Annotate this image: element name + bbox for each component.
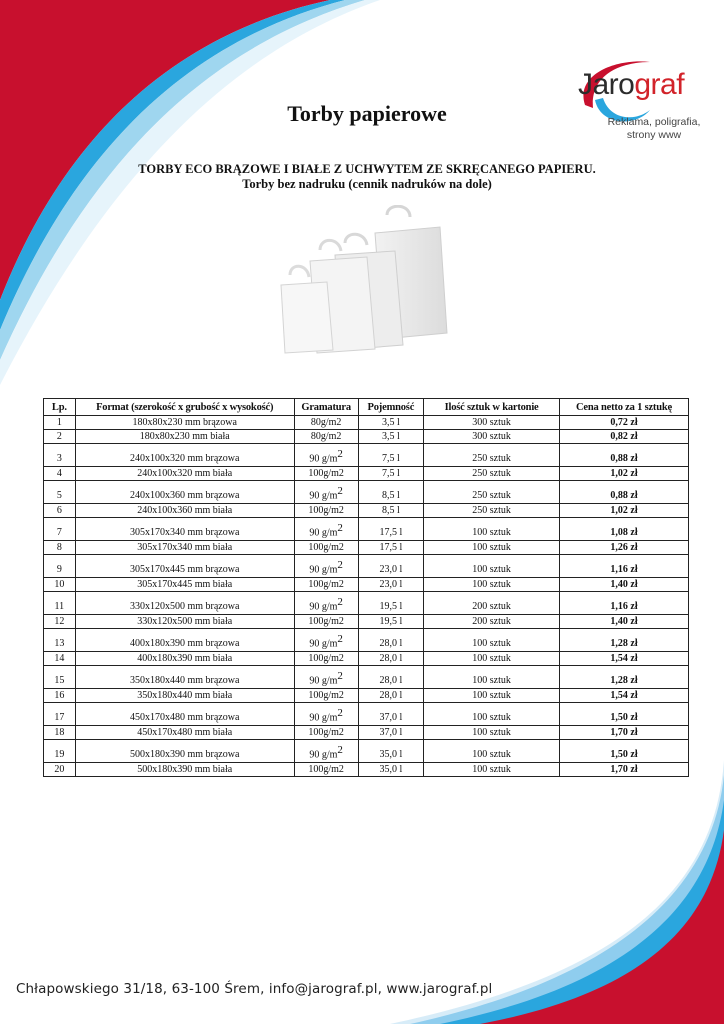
- table-row: [44, 763, 689, 777]
- row-cena: 1,28 zł: [560, 666, 689, 689]
- row-pojemnosc: 28,0 l: [358, 666, 423, 689]
- row-lp: 2: [44, 430, 76, 444]
- row-cena: 1,28 zł: [560, 629, 689, 652]
- row-gramatura: 90 $g/m^2$: [294, 518, 358, 541]
- row-ilosc: 100 sztuk: [424, 652, 560, 666]
- table-row: [44, 652, 689, 666]
- row-format: 330x120x500 mm brązowa: [75, 592, 294, 615]
- row-gramatura: 90 $g/m^2$: [294, 592, 358, 615]
- col-ilosc-header: Ilość sztuk w kartonie: [424, 399, 560, 416]
- row-pojemnosc: 37,0 l: [358, 703, 423, 726]
- row-ilosc: 100 sztuk: [424, 666, 560, 689]
- row-lp: 4: [44, 467, 76, 481]
- row-cena: 0,88 zł: [560, 444, 689, 467]
- row-ilosc: 100 sztuk: [424, 740, 560, 763]
- row-format: 400x180x390 mm biała: [75, 652, 294, 666]
- row-gramatura: 90 $g/m^2$: [294, 555, 358, 578]
- row-ilosc: 100 sztuk: [424, 518, 560, 541]
- row-lp: 5: [44, 481, 76, 504]
- intro-heading: TORBY ECO BRĄZOWE I BIAŁE Z UCHWYTEM ZE SKRĘCANEGO PAPIERU.: [138, 162, 596, 176]
- row-gramatura: 80g/m2: [294, 416, 358, 430]
- row-cena: 1,40 zł: [560, 578, 689, 592]
- row-cena: 1,08 zł: [560, 518, 689, 541]
- row-lp: 13: [44, 629, 76, 652]
- col-lp-header: Lp.: [44, 399, 76, 416]
- row-gramatura: 90 $g/m^2$: [294, 481, 358, 504]
- row-cena: 1,02 zł: [560, 467, 689, 481]
- row-cena: 0,88 zł: [560, 481, 689, 504]
- col-gramatura-header: Gramatura: [294, 399, 358, 416]
- table-row: [44, 481, 689, 504]
- row-cena: 1,54 zł: [560, 689, 689, 703]
- row-format: 305x170x445 mm brązowa: [75, 555, 294, 578]
- table-row: [44, 615, 689, 629]
- row-ilosc: 100 sztuk: [424, 689, 560, 703]
- row-pojemnosc: 28,0 l: [358, 652, 423, 666]
- row-gramatura: 100g/m2: [294, 467, 358, 481]
- row-lp: 20: [44, 763, 76, 777]
- table-header-row: [44, 399, 689, 416]
- row-lp: 1: [44, 416, 76, 430]
- row-ilosc: 300 sztuk: [424, 430, 560, 444]
- row-format: 240x100x360 mm biała: [75, 504, 294, 518]
- row-pojemnosc: 17,5 l: [358, 541, 423, 555]
- table-row: [44, 703, 689, 726]
- row-lp: 8: [44, 541, 76, 555]
- table-row: [44, 592, 689, 615]
- row-format: 240x100x320 mm brązowa: [75, 444, 294, 467]
- row-pojemnosc: 35,0 l: [358, 740, 423, 763]
- row-gramatura: 100g/m2: [294, 504, 358, 518]
- row-format: 500x180x390 mm biała: [75, 763, 294, 777]
- row-cena: 1,54 zł: [560, 652, 689, 666]
- row-format: 500x180x390 mm brązowa: [75, 740, 294, 763]
- row-ilosc: 100 sztuk: [424, 703, 560, 726]
- row-ilosc: 300 sztuk: [424, 416, 560, 430]
- table-row: [44, 416, 689, 430]
- row-format: 350x180x440 mm biała: [75, 689, 294, 703]
- row-gramatura: 90 $g/m^2$: [294, 703, 358, 726]
- row-format: 450x170x480 mm brązowa: [75, 703, 294, 726]
- row-gramatura: 100g/m2: [294, 652, 358, 666]
- table-row: [44, 555, 689, 578]
- row-lp: 9: [44, 555, 76, 578]
- row-pojemnosc: 17,5 l: [358, 518, 423, 541]
- row-gramatura: 90 $g/m^2$: [294, 629, 358, 652]
- row-cena: 0,72 zł: [560, 416, 689, 430]
- logo-wordmark: Jarograf: [578, 68, 685, 101]
- row-gramatura: 100g/m2: [294, 689, 358, 703]
- row-cena: 1,50 zł: [560, 703, 689, 726]
- row-cena: 1,70 zł: [560, 763, 689, 777]
- row-ilosc: 250 sztuk: [424, 481, 560, 504]
- footer-contact: Chłapowskiego 31/18, 63-100 Śrem, info@jarograf.pl, www.jarograf.pl: [16, 981, 493, 997]
- row-gramatura: 100g/m2: [294, 578, 358, 592]
- row-format: 240x100x360 mm brązowa: [75, 481, 294, 504]
- intro-note: Torby bez nadruku (cennik nadruków na dole): [242, 177, 492, 191]
- row-cena: 1,02 zł: [560, 504, 689, 518]
- row-lp: 16: [44, 689, 76, 703]
- row-ilosc: 250 sztuk: [424, 467, 560, 481]
- row-gramatura: 100g/m2: [294, 615, 358, 629]
- col-pojemnosc-header: Pojemność: [358, 399, 423, 416]
- row-gramatura: 100g/m2: [294, 726, 358, 740]
- row-ilosc: 250 sztuk: [424, 444, 560, 467]
- row-gramatura: 100g/m2: [294, 763, 358, 777]
- row-pojemnosc: 28,0 l: [358, 629, 423, 652]
- row-ilosc: 200 sztuk: [424, 615, 560, 629]
- row-format: 180x80x230 mm biała: [75, 430, 294, 444]
- page-title: Torby papierowe: [287, 100, 447, 126]
- row-pojemnosc: 8,5 l: [358, 504, 423, 518]
- row-gramatura: 90 $g/m^2$: [294, 666, 358, 689]
- table-row: [44, 541, 689, 555]
- row-pojemnosc: 28,0 l: [358, 689, 423, 703]
- price-table: [43, 398, 689, 777]
- row-ilosc: 100 sztuk: [424, 763, 560, 777]
- table-row: [44, 578, 689, 592]
- table-row: [44, 629, 689, 652]
- row-gramatura: 80g/m2: [294, 430, 358, 444]
- row-pojemnosc: 19,5 l: [358, 592, 423, 615]
- row-format: 350x180x440 mm brązowa: [75, 666, 294, 689]
- row-format: 330x120x500 mm biała: [75, 615, 294, 629]
- table-row: [44, 518, 689, 541]
- row-pojemnosc: 23,0 l: [358, 578, 423, 592]
- row-ilosc: 100 sztuk: [424, 541, 560, 555]
- row-lp: 17: [44, 703, 76, 726]
- row-lp: 10: [44, 578, 76, 592]
- row-gramatura: 90 $g/m^2$: [294, 444, 358, 467]
- row-cena: 1,70 zł: [560, 726, 689, 740]
- row-pojemnosc: 8,5 l: [358, 481, 423, 504]
- row-pojemnosc: 37,0 l: [358, 726, 423, 740]
- table-row: [44, 444, 689, 467]
- row-pojemnosc: 7,5 l: [358, 467, 423, 481]
- row-ilosc: 100 sztuk: [424, 629, 560, 652]
- table-row: [44, 689, 689, 703]
- row-cena: 1,40 zł: [560, 615, 689, 629]
- row-pojemnosc: 19,5 l: [358, 615, 423, 629]
- table-row: [44, 666, 689, 689]
- row-pojemnosc: 7,5 l: [358, 444, 423, 467]
- row-pojemnosc: 3,5 l: [358, 430, 423, 444]
- row-format: 305x170x340 mm brązowa: [75, 518, 294, 541]
- row-pojemnosc: 23,0 l: [358, 555, 423, 578]
- row-lp: 18: [44, 726, 76, 740]
- row-ilosc: 200 sztuk: [424, 592, 560, 615]
- row-lp: 19: [44, 740, 76, 763]
- table-row: [44, 467, 689, 481]
- table-row: [44, 740, 689, 763]
- table-row: [44, 504, 689, 518]
- row-cena: 1,16 zł: [560, 592, 689, 615]
- row-ilosc: 100 sztuk: [424, 726, 560, 740]
- table-row: [44, 726, 689, 740]
- row-format: 450x170x480 mm biała: [75, 726, 294, 740]
- row-lp: 6: [44, 504, 76, 518]
- row-cena: 1,16 zł: [560, 555, 689, 578]
- row-lp: 12: [44, 615, 76, 629]
- paper-bags-image: [275, 205, 450, 355]
- row-lp: 11: [44, 592, 76, 615]
- row-ilosc: 100 sztuk: [424, 555, 560, 578]
- row-cena: 1,26 zł: [560, 541, 689, 555]
- row-lp: 15: [44, 666, 76, 689]
- row-pojemnosc: 35,0 l: [358, 763, 423, 777]
- row-format: 240x100x320 mm biała: [75, 467, 294, 481]
- row-format: 305x170x340 mm biała: [75, 541, 294, 555]
- logo-tagline: Reklama, poligrafia, strony www: [607, 116, 701, 141]
- col-cena-header: Cena netto za 1 sztukę: [560, 399, 689, 416]
- row-lp: 14: [44, 652, 76, 666]
- row-lp: 7: [44, 518, 76, 541]
- row-gramatura: 100g/m2: [294, 541, 358, 555]
- row-ilosc: 100 sztuk: [424, 578, 560, 592]
- row-cena: 0,82 zł: [560, 430, 689, 444]
- row-format: 180x80x230 mm brązowa: [75, 416, 294, 430]
- row-gramatura: 90 $g/m^2$: [294, 740, 358, 763]
- row-format: 305x170x445 mm biała: [75, 578, 294, 592]
- col-format-header: Format (szerokość x grubość x wysokość): [75, 399, 294, 416]
- table-row: [44, 430, 689, 444]
- row-lp: 3: [44, 444, 76, 467]
- row-pojemnosc: 3,5 l: [358, 416, 423, 430]
- row-ilosc: 250 sztuk: [424, 504, 560, 518]
- intro-text: [0, 162, 724, 192]
- row-cena: 1,50 zł: [560, 740, 689, 763]
- row-format: 400x180x390 mm brązowa: [75, 629, 294, 652]
